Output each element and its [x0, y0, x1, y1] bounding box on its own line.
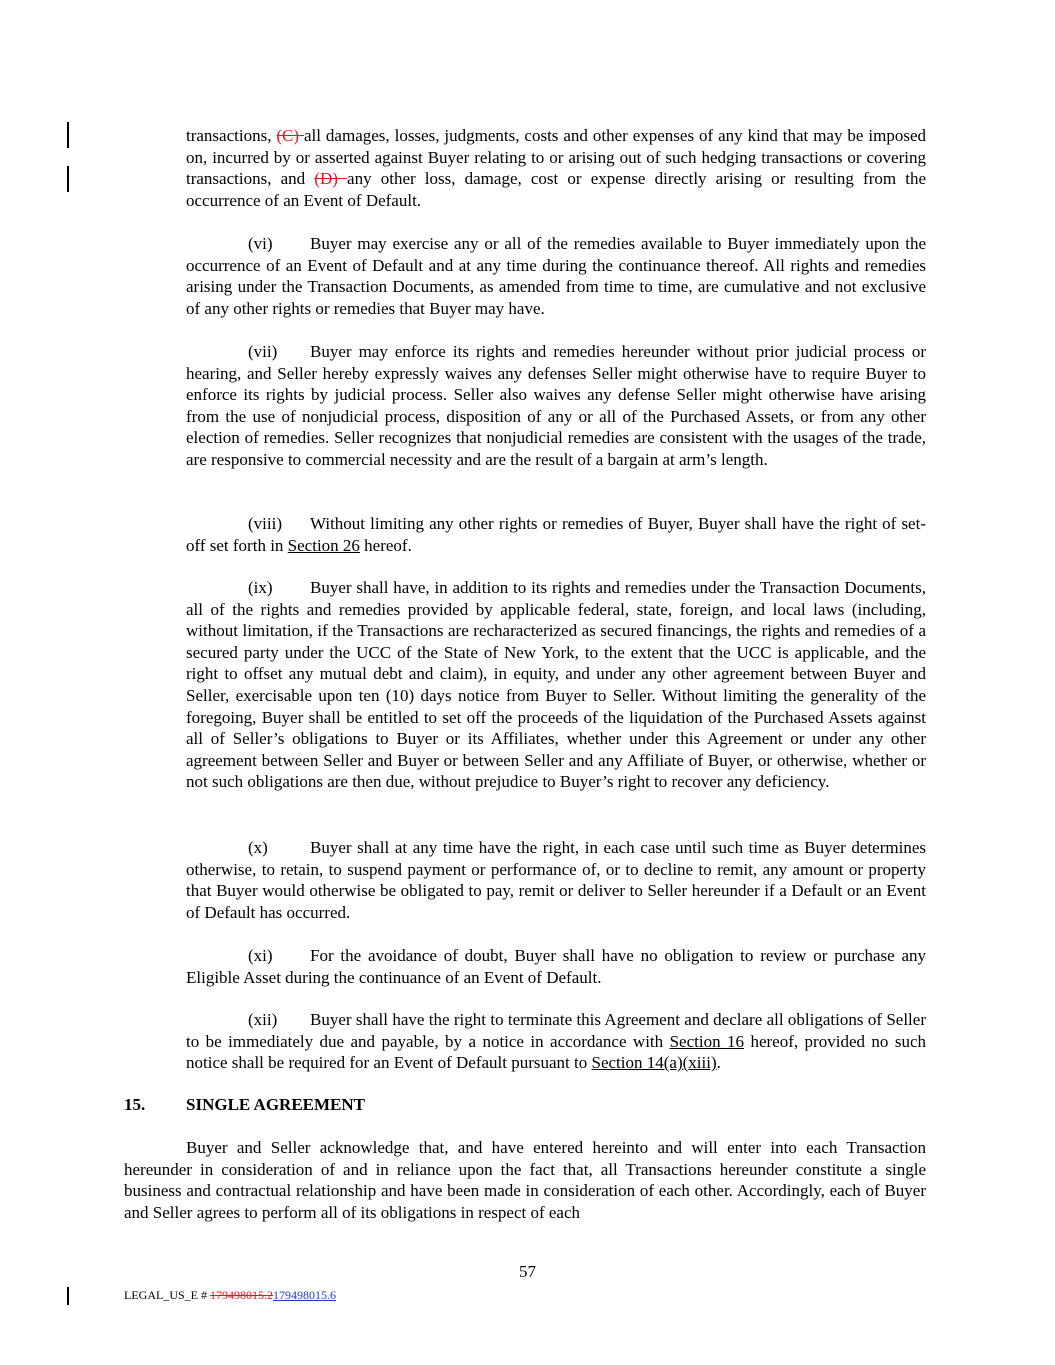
section-number: 15. [124, 1095, 146, 1114]
clause-number: (x) [248, 838, 268, 857]
clause-text: hereof, provided no such notice shall be required for an Event of Default pursuant to [186, 1031, 927, 1073]
clause-text: . [716, 1053, 721, 1073]
change-bar [67, 122, 69, 148]
clause-number: (viii) [248, 514, 282, 533]
page-number: 57 [519, 1262, 536, 1281]
clause-number: (xii) [248, 1010, 278, 1029]
paragraph-viii [186, 513, 926, 556]
paragraph-ix [186, 577, 926, 793]
paragraph-xii [186, 1009, 926, 1074]
clause-text: Buyer may enforce its rights and remedies hereunder without prior judicial process or hearing, and Seller hereby expressly waives any defenses Seller might otherwise have to require Buyer to enforce its rights by judicial process. Seller also waives any defense Seller might otherwise have arising from the use of nonjudicial process, disposition of any or all of the Purchased Assets, or from any other election of remedies. Seller recognizes that nonjudicial remedies are consistent with the usages of the trade, are responsive to commercial necessity and are the result of a bargain at arm’s length. [186, 342, 926, 469]
deleted-text: (D) [314, 169, 348, 189]
section-title: SINGLE AGREEMENT [186, 1095, 366, 1114]
clause-text: hereof. [359, 535, 412, 555]
clause-text: Buyer shall at any time have the right, in each case until such time as Buyer determines otherwise, to retain, to suspend payment or performance of, or to decline to remit, any amount or property that Buyer would otherwise be obligated to pay, remit or deliver to Seller hereunder if a Default or an Event of Default has occurred. [186, 838, 926, 922]
section-reference: Section 26 [287, 535, 360, 555]
clause-number: (vi) [248, 234, 273, 253]
clause-number: (xi) [248, 946, 273, 965]
clause-text: Buyer shall have, in addition to its rights and remedies under the Transaction Documents, all of the rights and remedies provided by applicable federal, state, foreign, and local laws (including, without limitation, if the Transactions are recharacterized as secured financings, the rights and remedies of a secured party under the UCC of the State of New York, to the extent that the UCC is applicable, and the right to offset any mutual debt and claim), in equity, and under any other agreement between Buyer and Seller, exercisable upon ten (10) days notice from Buyer to Seller. Without limiting the generality of the foregoing, Buyer shall be entitled to set off the proceeds of the liquidation of the Purchased Assets against all of Seller’s obligations to Buyer or its Affiliates, whether under this Agreement or under any other agreement between Seller and Buyer or between Seller and any Affiliate of Buyer, or otherwise, whether or not such obligations are then due, without prejudice to Buyer’s right to recover any deficiency. [186, 578, 926, 792]
change-bar [67, 1287, 69, 1305]
paragraph-x [186, 837, 926, 923]
text-run: all damages, losses, judgments, costs and other expenses of any kind that may be imposed on, incurred by or asserted against Buyer relating to or arising out of such hedging transactions or covering transactions, and [186, 126, 926, 189]
paragraph-vi [186, 233, 926, 319]
deleted-text: (C) [276, 126, 304, 145]
document-footer [124, 1288, 336, 1303]
paragraph-vii [186, 341, 926, 471]
section-reference: Section 14(a)(xiii) [591, 1053, 717, 1073]
paragraph-xi [186, 945, 926, 988]
footer-inserted-id: 179498015.6 [273, 1288, 336, 1302]
clause-number: (ix) [248, 578, 273, 597]
clause-number: (vii) [248, 342, 278, 361]
clause-text: For the avoidance of doubt, Buyer shall have no obligation to review or purchase any Eligible Asset during the continuance of an Event of Default. [186, 946, 926, 987]
paragraph-continuation [186, 125, 926, 211]
paragraph-section-15: Buyer and Seller acknowledge that, and have entered hereinto and will enter into each Transaction hereunder in consideration of and in reliance upon the fact that, all Transactions hereunder constitute a single business and contractual relationship and have been made in consideration of each other. Accordingly, each of Buyer and Seller agrees to perform all of its obligations in respect of each [124, 1138, 926, 1222]
text-run: transactions, [186, 126, 277, 145]
section-heading [124, 1095, 365, 1115]
clause-text: Buyer shall have the right to terminate this Agreement and declare all obligations of Seller to be immediately due and payable, by a notice in accordance with [186, 1010, 926, 1051]
section-reference: Section 16 [669, 1031, 745, 1051]
footer-deleted-id: 179498015.2 [210, 1288, 273, 1302]
clause-text: Without limiting any other rights or remedies of Buyer, Buyer shall have the right of set-off set forth in [186, 514, 926, 555]
text-run: any other loss, damage, cost or expense directly arising or resulting from the occurrence of an Event of Default. [186, 169, 926, 210]
clause-text: Buyer may exercise any or all of the remedies available to Buyer immediately upon the occurrence of an Event of Default and at any time during the continuance thereof. All rights and remedies arising under the Transaction Documents, as amended from time to time, are cumulative and not exclusive of any other rights or remedies that Buyer may have. [186, 234, 926, 318]
footer-prefix: LEGAL_US_E # [124, 1288, 210, 1302]
change-bar [67, 166, 69, 192]
